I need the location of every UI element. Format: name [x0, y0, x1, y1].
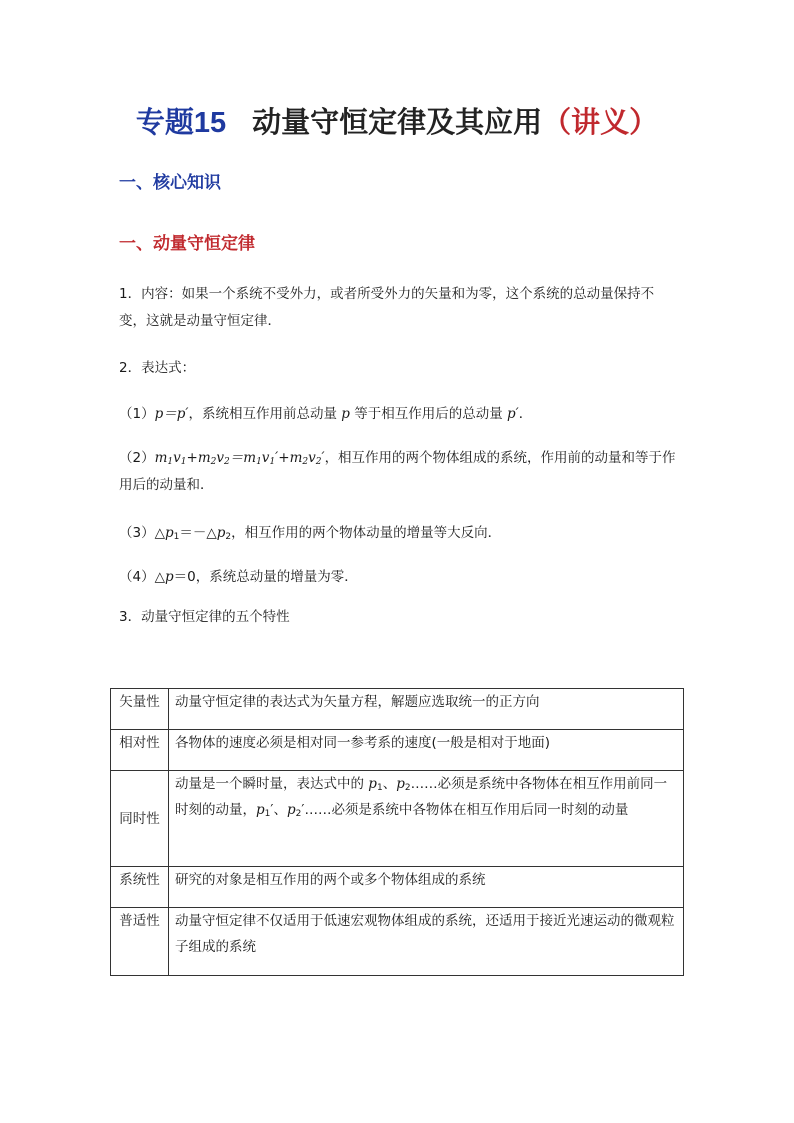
section-heading-law: 一、动量守恒定律 [119, 234, 255, 254]
table-cell-desc: 研究的对象是相互作用的两个或多个物体组成的系统 [169, 867, 684, 908]
table-row [111, 689, 684, 730]
paragraph-content: 1．内容：如果一个系统不受外力，或者所受外力的矢量和为零，这个系统的总动量保持不变，这就是动量守恒定律． [119, 286, 655, 329]
properties-table [110, 688, 684, 976]
document-title [0, 100, 794, 145]
expr4-text: ，系统总动量的增量为零． [195, 569, 358, 585]
expr4-formula: △p＝0 [154, 569, 196, 585]
table-cell-desc: 动量守恒定律不仅适用于低速宏观物体组成的系统，还适用于接近光速运动的微观粒子组成的系统 [169, 908, 684, 976]
table-cell-desc: 动量是一个瞬时量，表达式中的 $p_1$、$p_2\dots\dots$必须是系统中各物体在相互作用前同一时刻的动量，$p_1'$、$p_2'\dots\dots$必须是系统中各物体在相互作用后同一时刻的动量 [169, 771, 684, 867]
title-prefix: 专题 [135, 105, 194, 139]
table-cell-desc: 各物体的速度必须是相对同一参考系的速度(一般是相对于地面) [169, 730, 684, 771]
section-heading-core: 一、核心知识 [119, 173, 221, 193]
expression-1 [119, 401, 679, 428]
table-cell-name: 矢量性 [111, 689, 169, 730]
paragraph-five-properties: 3．动量守恒定律的五个特性 [119, 609, 290, 625]
expr3-text: ，相互作用的两个物体动量的增量等大反向． [231, 525, 502, 541]
table-cell-name: 系统性 [111, 867, 169, 908]
table-cell-desc: 动量守恒定律的表达式为矢量方程，解题应选取统一的正方向 [169, 689, 684, 730]
table-row [111, 867, 684, 908]
table-row [111, 771, 684, 867]
expr2-text: ，相互作用的两个物体组成的系统，作用前的动量和等于作用后的动量和． [119, 450, 676, 493]
expr1-p-prime: p′ [507, 406, 519, 422]
expr2-formula: $m_1v_1+m_2v_2=m_1v_1'+m_2v_2'$ [154, 450, 325, 467]
expression-3 [119, 520, 679, 547]
expression-2 [119, 445, 679, 499]
table-cell-name: 同时性 [111, 771, 169, 867]
expr1-text-a: ，系统相互作用前总动量 [188, 406, 342, 422]
paragraph-expression-label: 2．表达式： [119, 360, 196, 376]
expr3-formula: $\triangle p_1=-\triangle p_2$ [154, 525, 232, 542]
table-cell-name: 相对性 [111, 730, 169, 771]
expr3-number: （3） [119, 525, 155, 541]
expr1-end: ． [518, 406, 533, 422]
expr2-number: （2） [119, 450, 155, 466]
expr1-number: （1） [119, 406, 155, 422]
expression-4 [119, 564, 679, 591]
title-suffix: （讲义） [542, 105, 659, 139]
table-row [111, 730, 684, 771]
expr1-p: p [341, 406, 350, 422]
expr4-number: （4） [119, 569, 155, 585]
title-main: 动量守恒定律及其应用 [252, 105, 543, 139]
expr1-text-b: 等于相互作用后的总动量 [349, 406, 507, 422]
expr1-formula: p＝p′ [154, 406, 189, 422]
table-cell-name: 普适性 [111, 908, 169, 976]
title-number: 15 [193, 107, 227, 139]
table-row [111, 908, 684, 976]
